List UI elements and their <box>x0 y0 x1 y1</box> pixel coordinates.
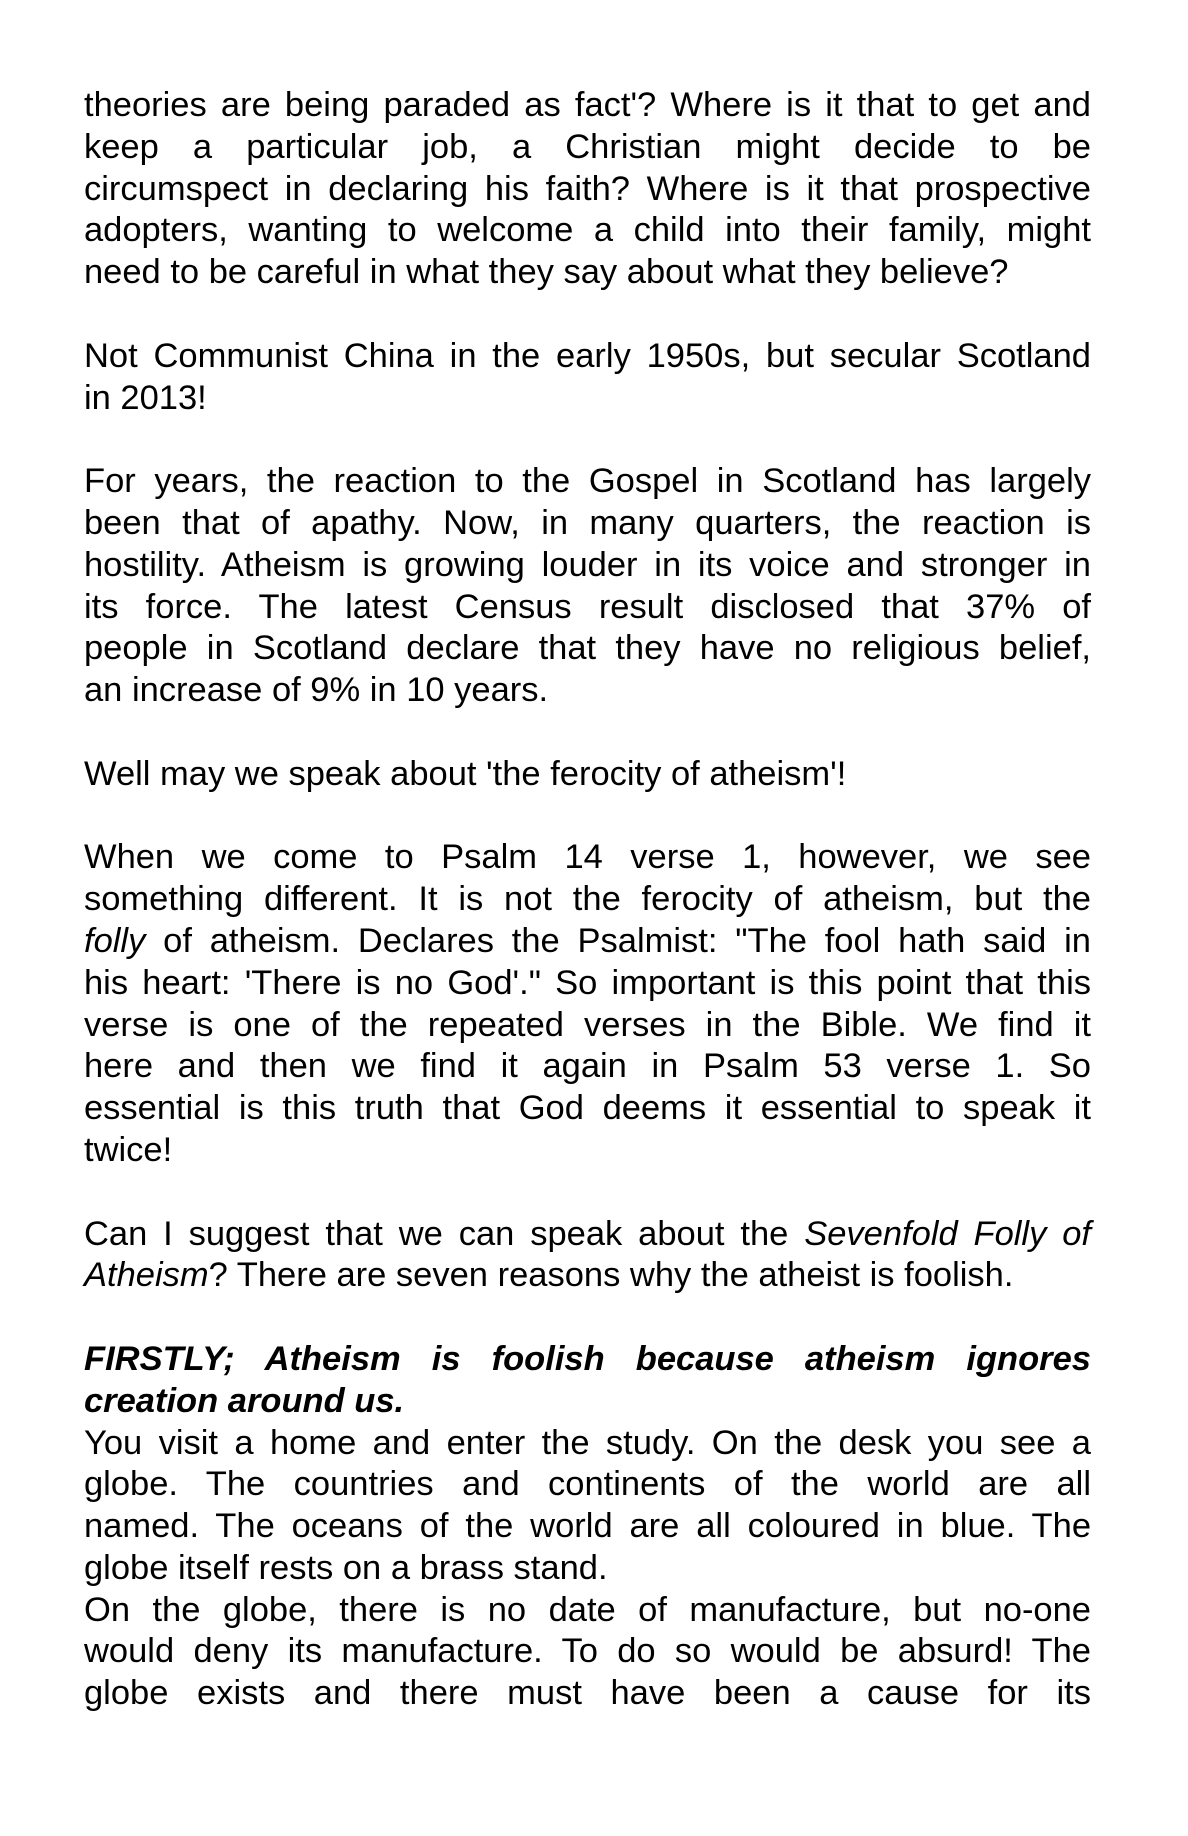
section-heading-text: creation around us. <box>84 1381 405 1420</box>
body-text: would deny its manufacture. To do so would be absurd! The <box>84 1632 1091 1671</box>
text-line <box>84 921 1091 963</box>
text-line <box>84 336 1091 378</box>
section-heading-text: FIRSTLY; Atheism is foolish because atheism ignores <box>84 1339 1091 1378</box>
text-line <box>84 1046 1091 1088</box>
body-text: globe itself rests on a brass stand. <box>84 1548 608 1587</box>
body-text: an increase of 9% in 10 years. <box>84 671 549 710</box>
body-text: verse is one of the repeated verses in the Bible. We find it <box>84 1005 1091 1044</box>
body-text: hostility. Atheism is growing louder in its voice and stronger in <box>84 545 1091 584</box>
body-text: something different. It is not the ferocity of atheism, but the <box>84 880 1091 919</box>
text-line <box>84 1464 1091 1506</box>
text-line <box>84 628 1091 670</box>
text-line <box>84 169 1091 211</box>
text-line <box>84 837 1091 879</box>
body-text: twice! <box>84 1130 173 1169</box>
text-line <box>84 1339 1091 1381</box>
text-line <box>84 503 1091 545</box>
emphasis-text: Sevenfold Folly of <box>804 1214 1091 1253</box>
body-text: globe. The countries and continents of the world are all <box>84 1465 1091 1504</box>
blank-line <box>84 712 1091 754</box>
body-text: named. The oceans of the world are all coloured in blue. The <box>84 1507 1091 1546</box>
text-line <box>84 1423 1091 1465</box>
body-text: You visit a home and enter the study. On the desk you see a <box>84 1423 1091 1462</box>
text-line <box>84 85 1091 127</box>
body-text: need to be careful in what they say about what they believe? <box>84 253 1009 292</box>
text-line <box>84 1005 1091 1047</box>
body-text: of atheism. Declares the Psalmist: "The fool hath said in <box>145 921 1091 960</box>
blank-line <box>84 419 1091 461</box>
emphasis-text: Atheism <box>84 1256 209 1295</box>
blank-line <box>84 294 1091 336</box>
body-text: essential is this truth that God deems it essential to speak it <box>84 1089 1091 1128</box>
text-line <box>84 1548 1091 1590</box>
text-line <box>84 210 1091 252</box>
text-line <box>84 670 1091 712</box>
text-line <box>84 378 1091 420</box>
text-line <box>84 1088 1091 1130</box>
text-line <box>84 1590 1091 1632</box>
text-line <box>84 127 1091 169</box>
body-text: On the globe, there is no date of manufacture, but no-one <box>84 1590 1091 1629</box>
emphasis-text: folly <box>84 921 146 960</box>
text-line <box>84 1381 1091 1423</box>
blank-line <box>84 1172 1091 1214</box>
text-line <box>84 1506 1091 1548</box>
text-line <box>84 252 1091 294</box>
body-text: globe exists and there must have been a cause for its <box>84 1674 1091 1713</box>
text-line <box>84 1214 1091 1256</box>
body-text: For years, the reaction to the Gospel in Scotland has largely <box>84 462 1091 501</box>
body-text: Well may we speak about 'the ferocity of atheism'! <box>84 754 847 793</box>
text-line <box>84 879 1091 921</box>
body-text: Not Communist China in the early 1950s, but secular Scotland <box>84 336 1091 375</box>
text-line <box>84 754 1091 796</box>
text-line <box>84 461 1091 503</box>
body-text: theories are being paraded as fact'? Where is it that to get and <box>84 86 1091 124</box>
blank-line <box>84 796 1091 838</box>
text-line <box>84 545 1091 587</box>
body-text: When we come to Psalm 14 verse 1, however, we see <box>84 838 1091 877</box>
body-text: ? There are seven reasons why the atheist is foolish. <box>208 1256 1014 1295</box>
body-text: here and then we find it again in Psalm 53 verse 1. So <box>84 1047 1091 1086</box>
text-line <box>84 587 1091 629</box>
body-text: keep a particular job, a Christian might decide to be <box>84 127 1091 166</box>
body-text: its force. The latest Census result disclosed that 37% of <box>84 587 1091 626</box>
text-line <box>84 1255 1091 1297</box>
body-text: Can I suggest that we can speak about the <box>84 1214 805 1253</box>
text-line <box>84 1130 1091 1172</box>
blank-line <box>84 1297 1091 1339</box>
text-line <box>84 1631 1091 1673</box>
body-text: adopters, wanting to welcome a child into their family, might <box>84 211 1091 250</box>
body-text: been that of apathy. Now, in many quarters, the reaction is <box>84 503 1091 542</box>
body-text: people in Scotland declare that they have no religious belief, <box>84 629 1091 668</box>
document-page <box>84 85 1091 1715</box>
body-text: circumspect in declaring his faith? Where is it that prospective <box>84 169 1091 208</box>
text-line <box>84 963 1091 1005</box>
body-text: his heart: 'There is no God'." So important is this point that this <box>84 963 1091 1002</box>
body-text: in 2013! <box>84 378 207 417</box>
text-line <box>84 1673 1091 1715</box>
